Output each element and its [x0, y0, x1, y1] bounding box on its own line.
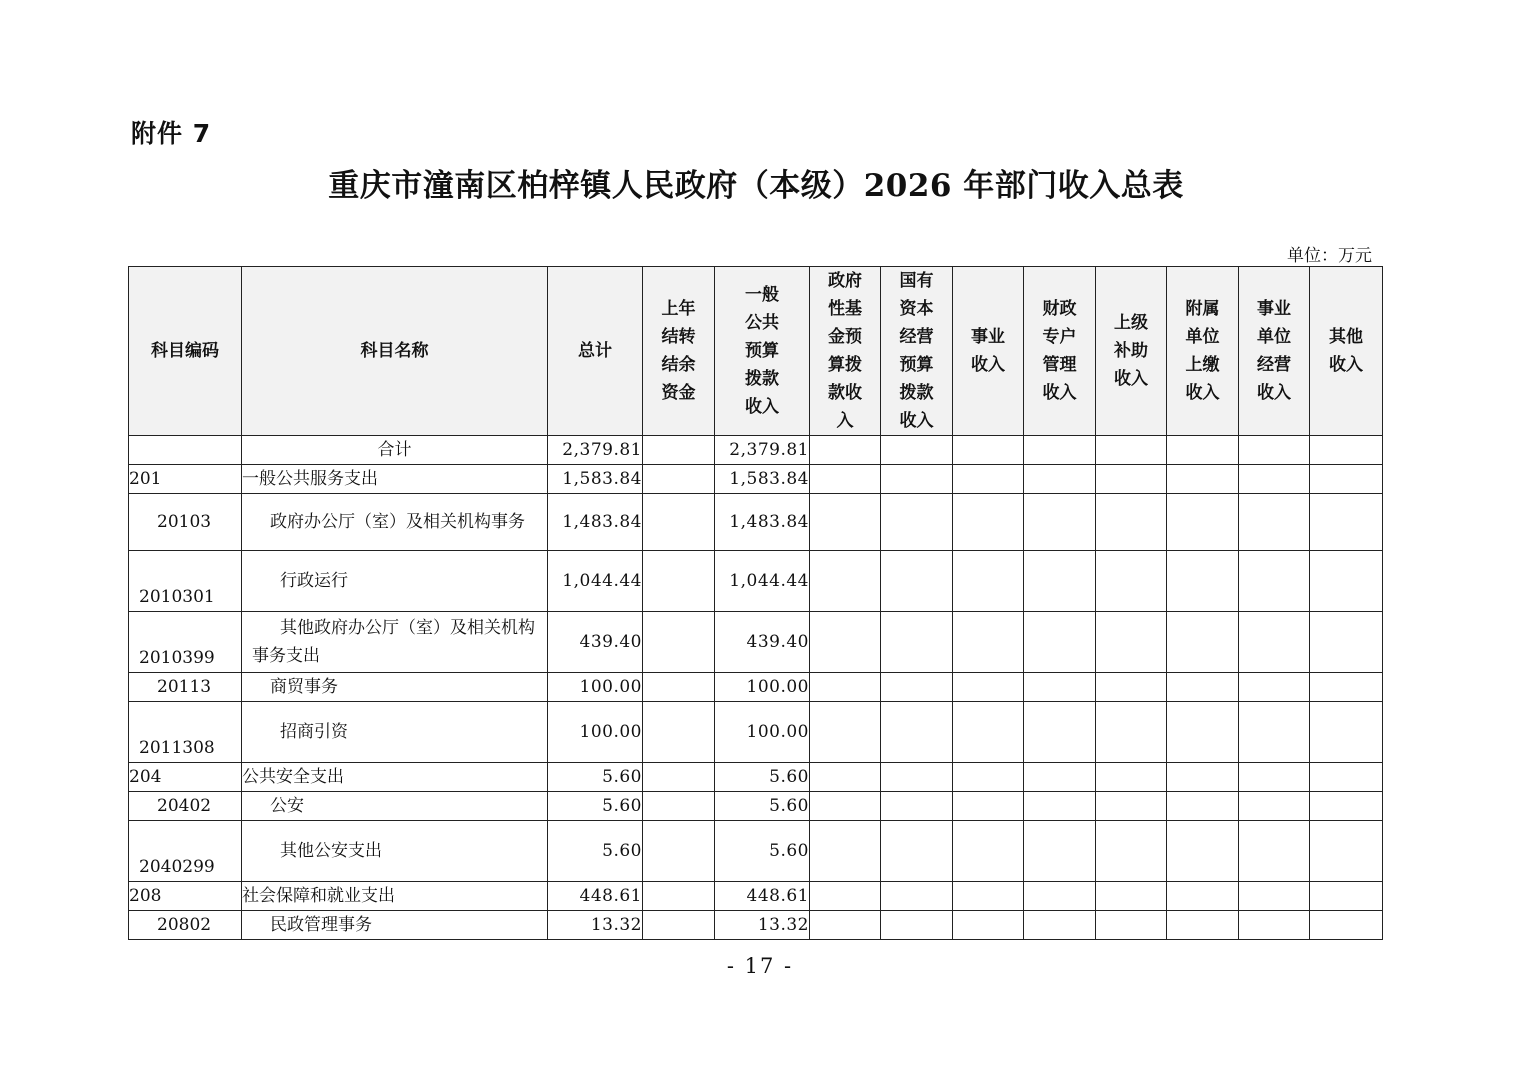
- row-cell: [1024, 612, 1096, 673]
- row-name: 公共安全支出: [242, 763, 548, 792]
- row-cell: [1310, 792, 1383, 821]
- table-row: [129, 436, 1383, 465]
- row-total: 2,379.81: [548, 436, 643, 465]
- row-cell: [810, 882, 881, 911]
- row-cell: [881, 612, 953, 673]
- row-general-budget: 13.32: [715, 911, 810, 940]
- row-general-budget: 1,583.84: [715, 465, 810, 494]
- row-cell: [881, 911, 953, 940]
- table-header-row: [129, 267, 1383, 436]
- row-cell: [1024, 911, 1096, 940]
- row-cell: [881, 551, 953, 612]
- row-carryover: [643, 436, 715, 465]
- row-cell: [810, 612, 881, 673]
- table-row: [129, 612, 1383, 673]
- row-cell: [953, 673, 1024, 702]
- row-cell: [1167, 436, 1239, 465]
- row-total: 100.00: [548, 702, 643, 763]
- row-code: 208: [129, 882, 242, 911]
- row-cell: [1024, 882, 1096, 911]
- row-code: 20802: [129, 911, 242, 940]
- row-cell: [1024, 821, 1096, 882]
- row-general-budget: 100.00: [715, 702, 810, 763]
- row-cell: [1310, 494, 1383, 551]
- row-carryover: [643, 702, 715, 763]
- row-cell: [953, 465, 1024, 494]
- row-cell: [1239, 612, 1310, 673]
- row-carryover: [643, 821, 715, 882]
- row-cell: [1096, 702, 1167, 763]
- row-cell: [1239, 551, 1310, 612]
- row-cell: [810, 494, 881, 551]
- row-carryover: [643, 911, 715, 940]
- header-general-budget: 一般公共预算拨款收入: [715, 267, 810, 436]
- header-total: 总计: [548, 267, 643, 436]
- row-cell: [1096, 673, 1167, 702]
- row-general-budget: 2,379.81: [715, 436, 810, 465]
- header-fiscal-special: 财政专户管理收入: [1024, 267, 1096, 436]
- row-cell: [1096, 494, 1167, 551]
- row-code: 2010301: [129, 551, 242, 612]
- row-total: 100.00: [548, 673, 643, 702]
- row-carryover: [643, 465, 715, 494]
- row-code: 2011308: [129, 702, 242, 763]
- row-cell: [810, 911, 881, 940]
- row-cell: [810, 763, 881, 792]
- row-cell: [1239, 436, 1310, 465]
- row-cell: [810, 465, 881, 494]
- row-cell: [1239, 792, 1310, 821]
- row-cell: [1239, 702, 1310, 763]
- row-name: 合计: [242, 436, 548, 465]
- row-total: 448.61: [548, 882, 643, 911]
- row-cell: [1167, 702, 1239, 763]
- attachment-label: 附件 7: [131, 119, 212, 148]
- row-cell: [1310, 882, 1383, 911]
- page-number: - 17 -: [726, 954, 794, 978]
- row-carryover: [643, 612, 715, 673]
- row-cell: [1096, 612, 1167, 673]
- row-cell: [881, 763, 953, 792]
- header-other: 其他收入: [1310, 267, 1383, 436]
- row-cell: [1239, 465, 1310, 494]
- row-cell: [953, 792, 1024, 821]
- row-carryover: [643, 763, 715, 792]
- table-row: [129, 792, 1383, 821]
- row-cell: [1024, 673, 1096, 702]
- header-code: 科目编码: [129, 267, 242, 436]
- row-cell: [881, 882, 953, 911]
- row-name: 其他政府办公厅（室）及相关机构事务支出: [242, 612, 548, 673]
- table-row: [129, 911, 1383, 940]
- row-cell: [1024, 551, 1096, 612]
- row-cell: [881, 821, 953, 882]
- row-cell: [1167, 612, 1239, 673]
- page-title: 重庆市潼南区柏梓镇人民政府（本级）2026 年部门收入总表: [328, 168, 1184, 204]
- row-total: 1,483.84: [548, 494, 643, 551]
- table-row: [129, 494, 1383, 551]
- row-cell: [1096, 911, 1167, 940]
- row-cell: [1167, 494, 1239, 551]
- row-cell: [1239, 494, 1310, 551]
- row-cell: [881, 792, 953, 821]
- row-cell: [881, 436, 953, 465]
- row-cell: [953, 436, 1024, 465]
- row-cell: [1167, 551, 1239, 612]
- row-carryover: [643, 792, 715, 821]
- row-cell: [1310, 436, 1383, 465]
- header-operating: 事业单位经营收入: [1239, 267, 1310, 436]
- row-name: 社会保障和就业支出: [242, 882, 548, 911]
- row-cell: [810, 551, 881, 612]
- row-name: 民政管理事务: [242, 911, 548, 940]
- row-code: 20113: [129, 673, 242, 702]
- row-carryover: [643, 551, 715, 612]
- row-name: 商贸事务: [242, 673, 548, 702]
- row-cell: [1167, 792, 1239, 821]
- row-cell: [1167, 821, 1239, 882]
- row-code: [129, 436, 242, 465]
- header-gov-fund: 政府性基金预算拨款收入: [810, 267, 881, 436]
- row-total: 5.60: [548, 821, 643, 882]
- row-general-budget: 439.40: [715, 612, 810, 673]
- row-cell: [810, 673, 881, 702]
- row-cell: [1310, 612, 1383, 673]
- row-cell: [1096, 551, 1167, 612]
- row-cell: [1096, 792, 1167, 821]
- row-code: 2040299: [129, 821, 242, 882]
- header-name: 科目名称: [242, 267, 548, 436]
- row-cell: [1310, 551, 1383, 612]
- row-cell: [1167, 911, 1239, 940]
- table-row: [129, 763, 1383, 792]
- row-cell: [953, 494, 1024, 551]
- row-name: 公安: [242, 792, 548, 821]
- header-carryover: 上年结转结余资金: [643, 267, 715, 436]
- row-cell: [953, 612, 1024, 673]
- table-row: [129, 882, 1383, 911]
- row-cell: [1310, 911, 1383, 940]
- row-name: 行政运行: [242, 551, 548, 612]
- row-cell: [1167, 882, 1239, 911]
- row-cell: [1239, 911, 1310, 940]
- row-cell: [953, 821, 1024, 882]
- header-superior-subsidy: 上级补助收入: [1096, 267, 1167, 436]
- row-total: 5.60: [548, 763, 643, 792]
- row-cell: [1096, 821, 1167, 882]
- row-general-budget: 5.60: [715, 821, 810, 882]
- header-business-income: 事业收入: [953, 267, 1024, 436]
- row-cell: [1239, 882, 1310, 911]
- header-affiliated: 附属单位上缴收入: [1167, 267, 1239, 436]
- row-cell: [1310, 673, 1383, 702]
- row-cell: [953, 763, 1024, 792]
- header-state-capital: 国有资本经营预算拨款收入: [881, 267, 953, 436]
- row-name: 招商引资: [242, 702, 548, 763]
- row-cell: [1024, 702, 1096, 763]
- row-cell: [1167, 763, 1239, 792]
- row-total: 5.60: [548, 792, 643, 821]
- table-row: [129, 465, 1383, 494]
- row-cell: [1167, 465, 1239, 494]
- row-cell: [1024, 763, 1096, 792]
- row-cell: [1239, 821, 1310, 882]
- row-code: 2010399: [129, 612, 242, 673]
- row-cell: [1096, 882, 1167, 911]
- row-cell: [1239, 673, 1310, 702]
- row-carryover: [643, 494, 715, 551]
- row-cell: [810, 436, 881, 465]
- row-general-budget: 1,044.44: [715, 551, 810, 612]
- row-cell: [810, 821, 881, 882]
- row-cell: [1310, 702, 1383, 763]
- row-cell: [881, 494, 953, 551]
- row-code: 201: [129, 465, 242, 494]
- row-total: 1,583.84: [548, 465, 643, 494]
- table-row: [129, 821, 1383, 882]
- row-general-budget: 5.60: [715, 792, 810, 821]
- row-cell: [953, 551, 1024, 612]
- row-cell: [810, 792, 881, 821]
- row-cell: [1239, 763, 1310, 792]
- table-row: [129, 551, 1383, 612]
- row-general-budget: 100.00: [715, 673, 810, 702]
- row-cell: [953, 702, 1024, 763]
- row-general-budget: 5.60: [715, 763, 810, 792]
- row-cell: [1024, 436, 1096, 465]
- row-cell: [1310, 763, 1383, 792]
- row-cell: [881, 673, 953, 702]
- row-cell: [881, 465, 953, 494]
- row-cell: [1310, 821, 1383, 882]
- row-total: 1,044.44: [548, 551, 643, 612]
- row-name: 其他公安支出: [242, 821, 548, 882]
- income-table: [128, 266, 1383, 940]
- row-code: 20103: [129, 494, 242, 551]
- row-cell: [810, 702, 881, 763]
- row-total: 439.40: [548, 612, 643, 673]
- row-cell: [953, 911, 1024, 940]
- row-total: 13.32: [548, 911, 643, 940]
- row-code: 20402: [129, 792, 242, 821]
- row-cell: [1096, 436, 1167, 465]
- row-cell: [953, 882, 1024, 911]
- table-row: [129, 673, 1383, 702]
- row-general-budget: 448.61: [715, 882, 810, 911]
- row-cell: [1167, 673, 1239, 702]
- row-cell: [1024, 465, 1096, 494]
- unit-label: 单位：万元: [1287, 246, 1372, 266]
- row-cell: [881, 702, 953, 763]
- row-carryover: [643, 882, 715, 911]
- row-general-budget: 1,483.84: [715, 494, 810, 551]
- row-code: 204: [129, 763, 242, 792]
- row-name: 政府办公厅（室）及相关机构事务: [242, 494, 548, 551]
- row-carryover: [643, 673, 715, 702]
- row-cell: [1024, 792, 1096, 821]
- row-cell: [1096, 763, 1167, 792]
- table-row: [129, 702, 1383, 763]
- row-cell: [1096, 465, 1167, 494]
- row-name: 一般公共服务支出: [242, 465, 548, 494]
- row-cell: [1310, 465, 1383, 494]
- row-cell: [1024, 494, 1096, 551]
